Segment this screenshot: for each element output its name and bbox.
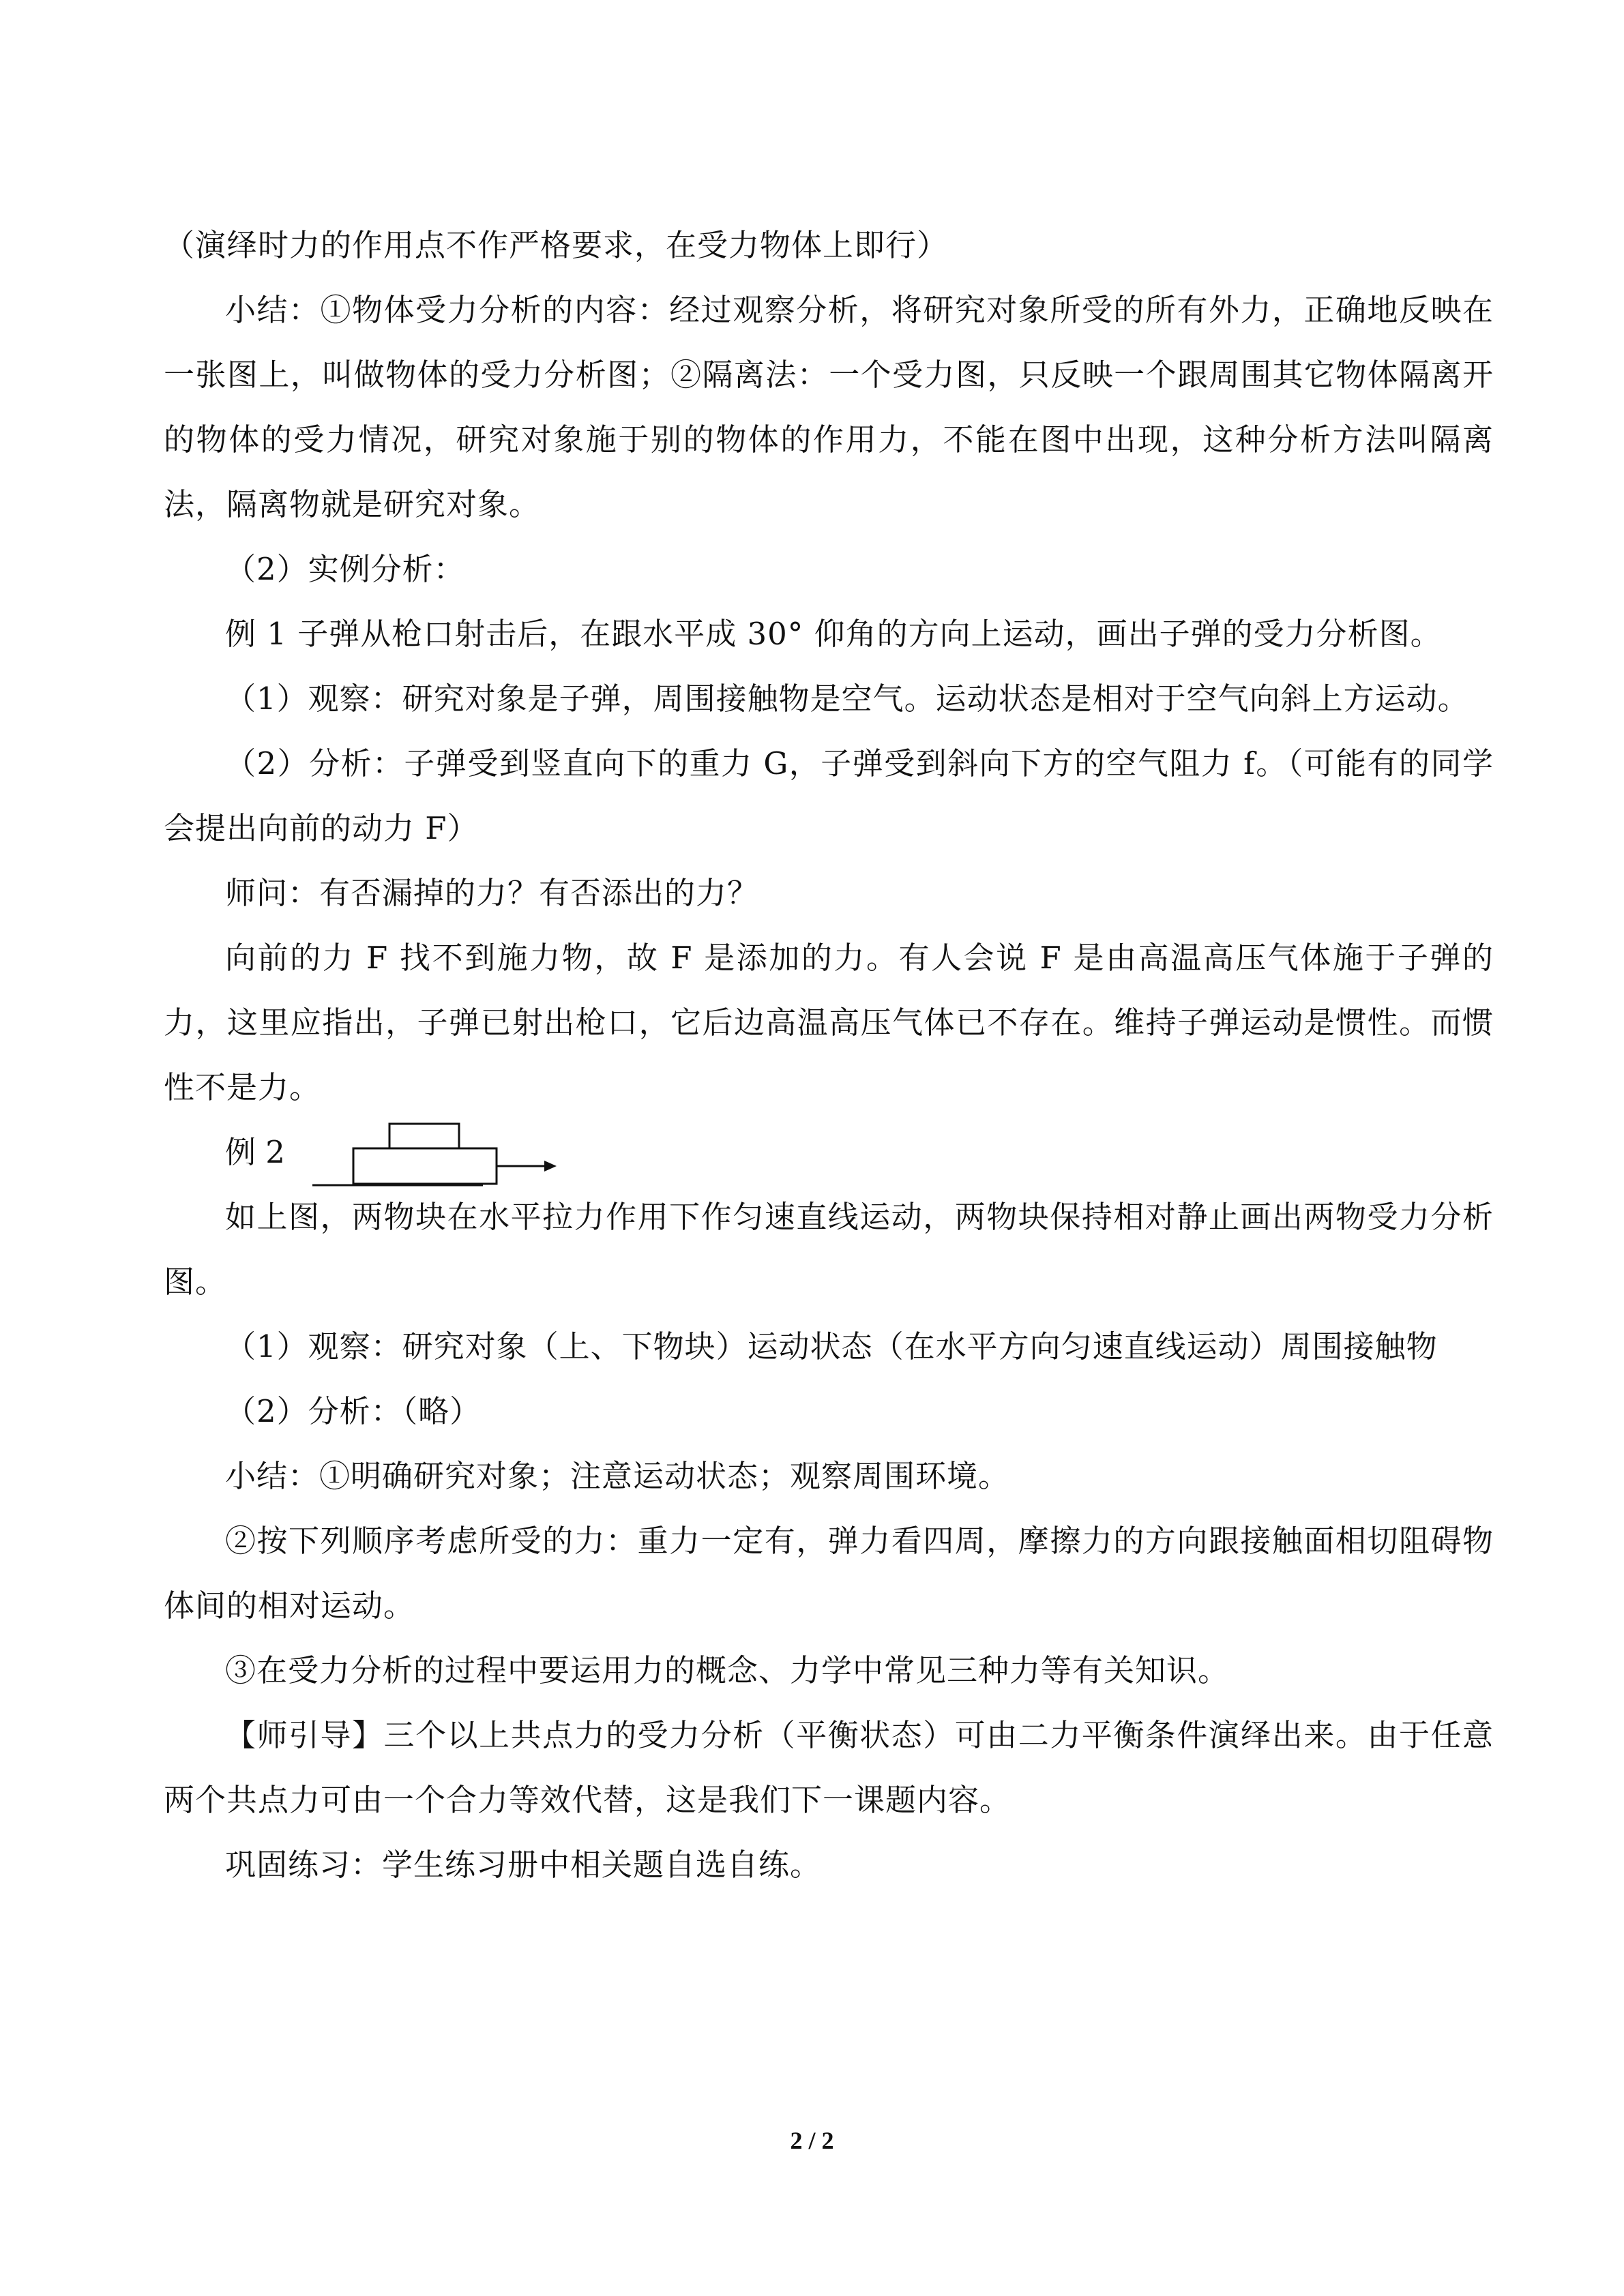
example-2-label: 例 2	[225, 1134, 285, 1170]
paragraph-knowledge: ③在受力分析的过程中要运用力的概念、力学中常见三种力等有关知识。	[225, 1652, 1230, 1688]
paragraph-summary-1: 小结：①物体受力分析的内容：经过观察分析，将研究对象所受的所有外力，正确地反映在一张图上，叫做物体的受力分析图；②隔离法：一个受力图，只反映一个跟周围其它物体隔离开的物体的受力情况，研究对象施于别的物体的作用力，不能在图中出现，这种分析方法叫隔离法，隔离物就是研究对象。	[164, 292, 1494, 522]
paragraph-observe-2: （1）观察：研究对象（上、下物块）运动状态（在水平方向匀速直线运动）周围接触物	[225, 1328, 1438, 1365]
paragraph-order-of-forces: ②按下列顺序考虑所受的力：重力一定有，弹力看四周，摩擦力的方向跟接触面相切阻碍物体间的相对运动。	[164, 1523, 1494, 1624]
paragraph-teacher-question: 师问：有否漏掉的力？有否添出的力？	[225, 875, 759, 911]
pull-force-arrow-head	[544, 1161, 557, 1172]
paragraph-note: （演绎时力的作用点不作严格要求，在受力物体上即行）	[164, 227, 949, 263]
page-number: 2 / 2	[790, 2127, 834, 2154]
upper-block	[389, 1124, 459, 1148]
paragraph-teacher-guide: 【师引导】三个以上共点力的受力分析（平衡状态）可由二力平衡条件演绎出来。由于任意两个共点力可由一个合力等效代替，这是我们下一课题内容。	[164, 1717, 1494, 1818]
document-body	[164, 213, 1494, 1897]
two-blocks-diagram	[312, 1120, 694, 1188]
paragraph-example-1: 例 1 子弹从枪口射击后，在跟水平成 30° 仰角的方向上运动，画出子弹的受力分析图。	[225, 616, 1442, 652]
paragraph-analyze-2: （2）分析：（略）	[225, 1393, 482, 1429]
paragraph-exercise: 巩固练习：学生练习册中相关题自选自练。	[225, 1847, 822, 1883]
paragraph-force-explanation: 向前的力 F 找不到施力物，故 F 是添加的力。有人会说 F 是由高温高压气体施于子弹的力，这里应指出，子弹已射出枪口，它后边高温高压气体已不存在。维持子弹运动是惯性。而惯性不是力。	[164, 940, 1494, 1105]
paragraph-example-heading: （2）实例分析：	[225, 551, 465, 587]
example-2-row	[164, 1120, 1494, 1184]
paragraph-summary-2: 小结：①明确研究对象；注意运动状态；观察周围环境。	[225, 1458, 1010, 1494]
lower-block	[353, 1148, 497, 1184]
paragraph-example-2: 如上图，两物块在水平拉力作用下作匀速直线运动，两物块保持相对静止画出两物受力分析图。	[164, 1199, 1494, 1300]
paragraph-observe-1: （1）观察：研究对象是子弹，周围接触物是空气。运动状态是相对于空气向斜上方运动。	[225, 681, 1469, 717]
paragraph-analyze-1: （2）分析：子弹受到竖直向下的重力 G，子弹受到斜向下方的空气阻力 f。（可能有的同学会提出向前的动力 F）	[164, 745, 1494, 846]
